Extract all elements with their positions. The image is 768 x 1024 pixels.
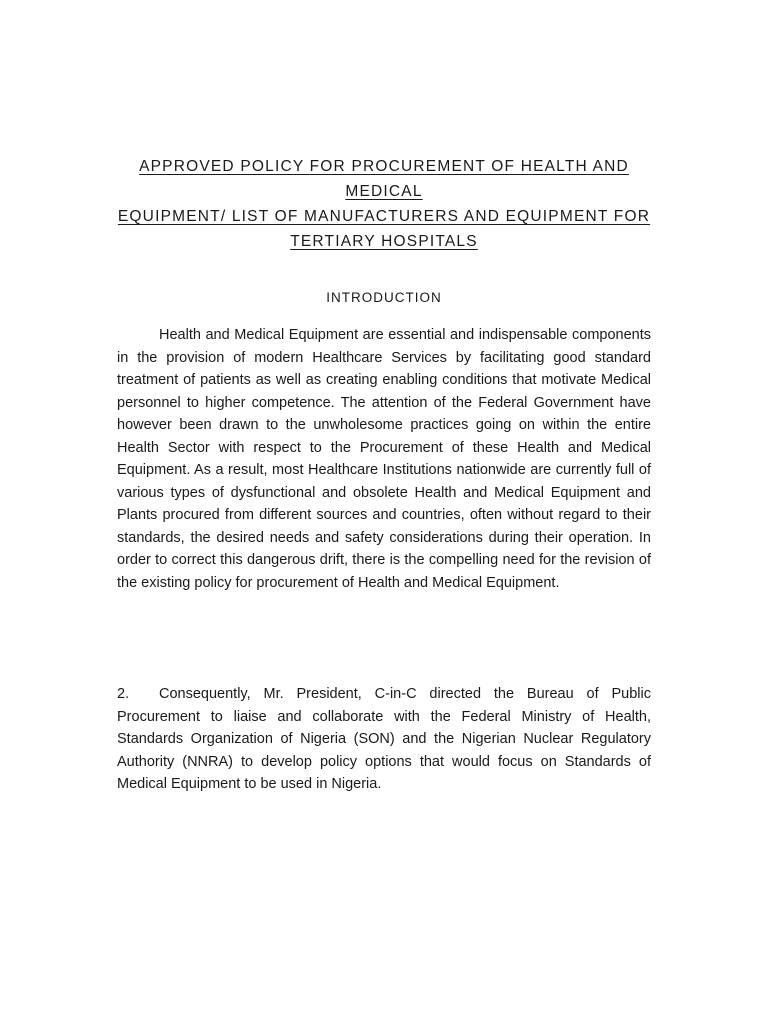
paragraph-number: 2.: [117, 686, 130, 702]
title-line-1: APPROVED POLICY FOR PROCUREMENT OF HEALTH AND MEDICAL: [139, 158, 629, 200]
section-heading: INTRODUCTION: [326, 290, 442, 305]
title-line-3: TERTIARY HOSPITALS: [290, 233, 478, 250]
document-title: [110, 154, 658, 254]
paragraph-2-text: Consequently, Mr. President, C-in-C directed the Bureau of Public Procurement to liaise and collaborate with the Federal Ministry of Health, Standards Organization of Nigeria (SON) and the Nigerian Nuclear Regulatory Authority (NNRA) to develop policy options that would focus on Standards of Medical Equipment to be used in Nigeria.: [117, 686, 651, 792]
paragraph-2: [117, 683, 651, 796]
title-line-2: EQUIPMENT/ LIST OF MANUFACTURERS AND EQUIPMENT FOR: [117, 208, 651, 225]
intro-paragraph: Health and Medical Equipment are essential and indispensable components in the provision of modern Healthcare Services by facilitating good standard treatment of patients as well as creating enabling conditions that motivate Medical personnel to higher competence. The attention of the Federal Government have however been drawn to the unwholesome practices going on within the entire Health Sector with respect to the Procurement of these Health and Medical Equipment. As a result, most Healthcare Institutions nationwide are currently full of various types of dysfunctional and obsolete Health and Medical Equipment and Plants procured from different sources and countries, often without regard to their standards, the desired needs and safety considerations during their operation. In order to correct this dangerous drift, there is the compelling need for the revision of the existing policy for procurement of Health and Medical Equipment.: [117, 327, 651, 591]
